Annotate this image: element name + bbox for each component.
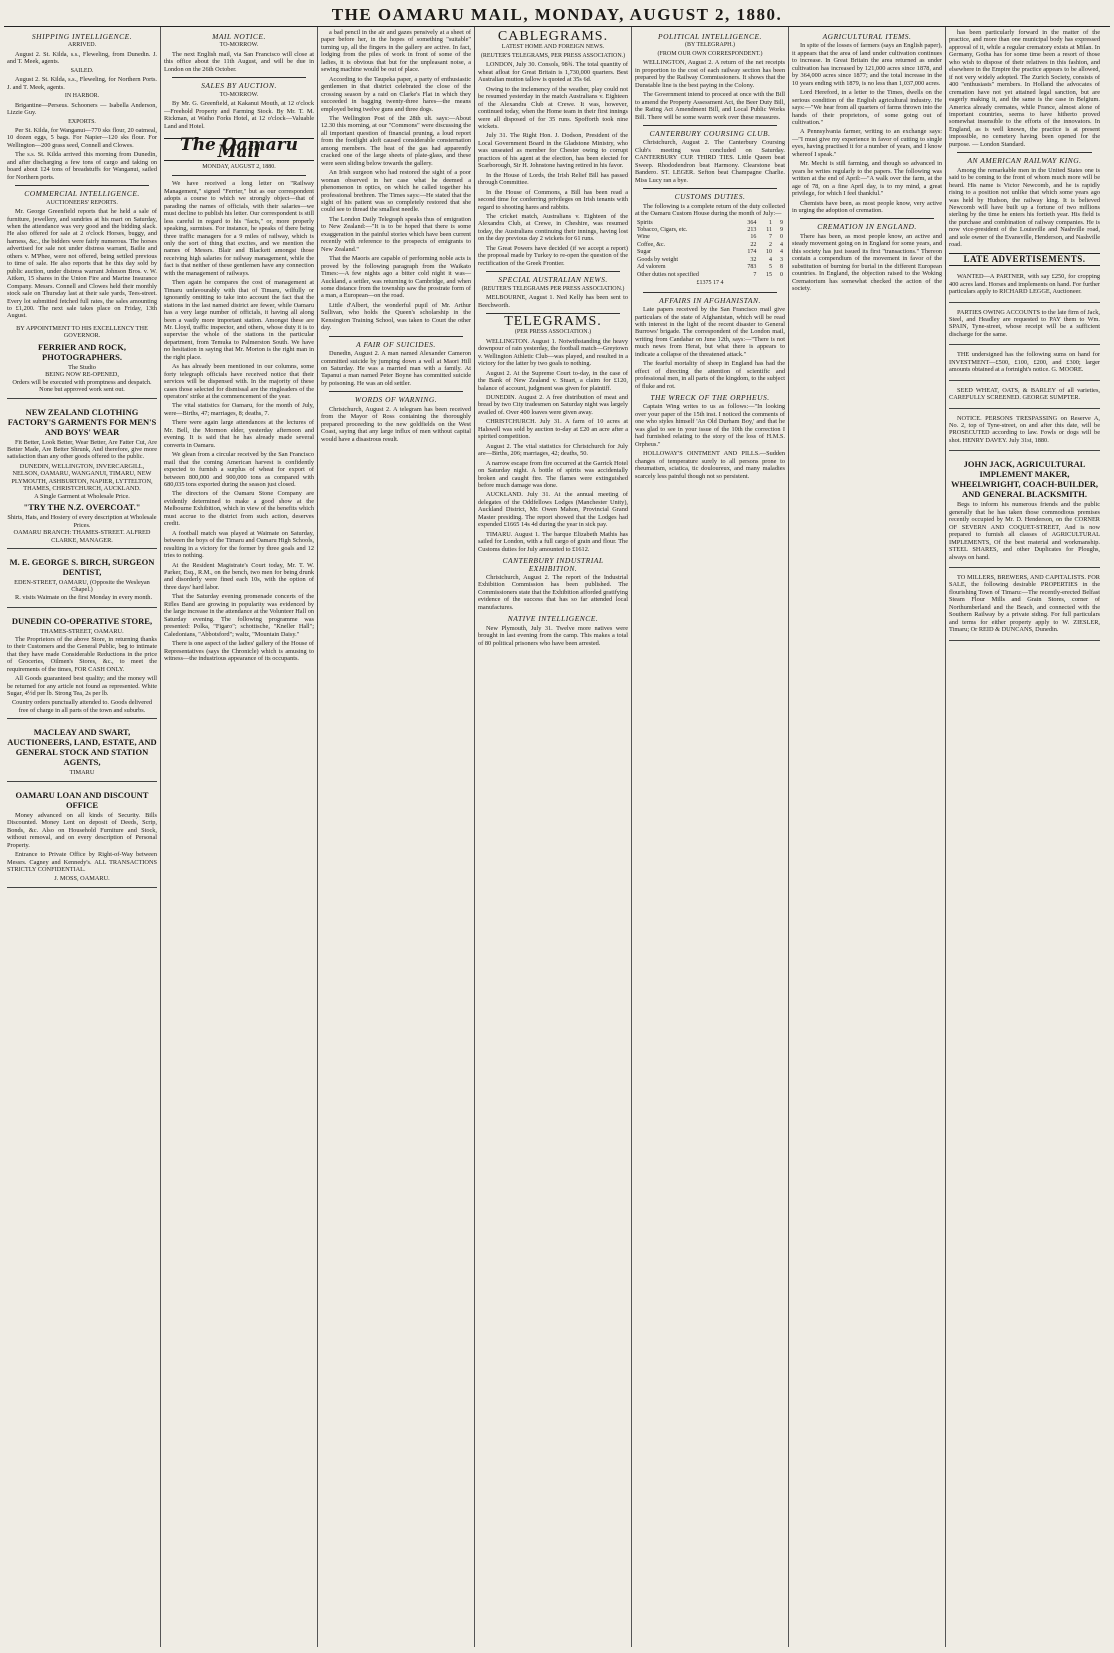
agri-para: Mr. Mechi is still farming, and though so advanced in years he writes regularly to the papers. The following was written at the end of April:—"A walk over the farm, at the age of 78, on a fine April day, is to my mind, a great privilege, for which I feel thankful." bbox=[792, 160, 942, 198]
customs-amount: 0 bbox=[780, 271, 783, 278]
divider bbox=[329, 336, 463, 337]
column-2 bbox=[161, 27, 318, 1647]
agri-title: AGRICULTURAL ITEMS. bbox=[822, 32, 912, 41]
editorial-para: As has already been mentioned in our columns, some forty telegraph officials have received notice that their services will be dispensed with. In the majority of these cases those selected for dismissal are the ringleaders of the operators' strike at the commencement of the year. bbox=[164, 363, 314, 401]
dentist-ad bbox=[7, 552, 157, 608]
customs-amount: 1 bbox=[769, 219, 773, 226]
col3-para: Little d'Albert, the wonderful pupil of Mr. Arthur Sullivan, who holds the Queen's scholarship in the Kensington Training School, was taken to Court the other day. bbox=[321, 301, 471, 332]
telegram-item: CHRISTCHURCH. July 31. A farm of 10 acres at Halswell was sold by auction to-day at £20 an acre after a spirited competition. bbox=[478, 418, 628, 441]
cable-item: In the House of Lords, the Irish Relief Bill has passed through Committee. bbox=[478, 171, 628, 187]
coursing-title: CANTERBURY COURSING CLUB. bbox=[649, 128, 771, 138]
loan-footer: Entrance to Private Office by Right-of-Way between Messrs. Cagney and Kennedy's. ALL TRANSACTIONS STRICTLY CONFIDENTIAL. bbox=[7, 851, 157, 873]
exports-text: Per St. Kilda, for Wanganui—770 sks flour, 20 oatmeal, 10 dozen eggs, 5 bags. For Napier—120 sks flour. For Wellington—200 grass seed, Connell and Clowes. bbox=[7, 126, 157, 149]
customs-row bbox=[635, 257, 785, 264]
editorial-para: There is one aspect of the ladies' gallery of the House of Representatives (says the Chronicle) which is amusing to witness—the industrious appearance of its occupants. bbox=[164, 640, 314, 662]
customs-item: Ad valorem bbox=[637, 264, 666, 271]
clothing-branches: DUNEDIN, WELLINGTON, INVERCARGILL, NELSON, OAMARU, WANGANUI, TIMARU, NEW PLYMOUTH, ASHBURTON, NAPIER, LYTTELTON, THAMES, CHRISTCHURCH, AUCKLAND. bbox=[11, 462, 153, 493]
ferrier-ad bbox=[7, 322, 157, 399]
customs-item: Coffee, &c. bbox=[637, 241, 666, 248]
paper-date: MONDAY, AUGUST 2, 1880. bbox=[202, 163, 276, 170]
coop-name: DUNEDIN CO-OPERATIVE STORE, bbox=[11, 616, 153, 627]
clothing-branch: OAMARU BRANCH: THAMES-STREET. ALFRED CLARKE, MANAGER. bbox=[13, 529, 151, 544]
customs-amount: 8 bbox=[780, 264, 783, 271]
ferrier-line: The Studio bbox=[68, 363, 96, 371]
political-sub: (BY TELEGRAPH.) bbox=[685, 42, 735, 49]
loan-manager: J. MOSS, OAMARU. bbox=[54, 875, 110, 883]
coop-body2: All Goods guaranteed best quality; and the money will be returned for any article not found as represented. White Sugar, 4½d per lb. Strong Tea, 2s per lb. bbox=[7, 675, 157, 697]
agri-para: In spite of the losses of farmers (says an English paper), it appears that the area of land under cultivation continues to increase. In Great Britain the area returned as under cultivation has increased by 121,000 acres since 1878, and by 364,000 acres since 1877; and the total increase in the 10 years ending with 1879, is no less than 1,037,000 acres. bbox=[792, 42, 942, 87]
customs-amount: 213 bbox=[747, 226, 757, 233]
customs-amount: 7 bbox=[769, 234, 773, 241]
cable-item: LONDON, July 30. Consols, 98¾. The total quantity of wheat afloat for Great Britain is 1,730,000 quarters. Best Australian mutton tallow is quoted at 35s 6d. bbox=[478, 61, 628, 84]
divider bbox=[957, 152, 1092, 153]
customs-item: Other duties not specified bbox=[637, 271, 699, 278]
shipping-note: The s.s. St. Kilda arrived this morning from Dunedin, and after discharging a few tons of cargo and taking on board about 124 tons of breadstuffs for Wanganui, sailed for Northern ports. bbox=[7, 151, 157, 181]
late-ad bbox=[949, 454, 1100, 568]
col3-para: Christchurch, August 2. A telegram has been received from the Mayor of Ross containing the thoroughly prepared proceeding to the new goldfields on the West Coast, saying that any large influx of men without capital would have a disastrous result. bbox=[321, 405, 471, 443]
cable-item: July 31. The Right Hon. J. Dodson, President of the Local Government Board in the Gladstone Ministry, who was unseated as member for Chester owing to corrupt practices of his agent at the election, has been elected for Scarborough, Sir H. Johnstone having retired in his favor. bbox=[478, 132, 628, 170]
cremation-body: There has been, as most people know, an active and steady movement going on in England for some years, and this society has just issued its first "transactions." Thereon contain a compendium of the movement in favor of the substitution of burning for burial in the different European countries. In England, the objection raised to the Woking Crematorium has somewhat checked the action of the society. bbox=[792, 232, 942, 293]
dentist-addr: EDEN-STREET, OAMARU, (Opposite the Wesleyan Chapel.) bbox=[14, 579, 150, 594]
customs-item: Goods by weight bbox=[637, 256, 678, 263]
customs-amount: 11 bbox=[766, 226, 773, 233]
late-ad-text: NOTICE. PERSONS TRESPASSING on Reserve A, No. 2, top of Tyne-street, on and after this date, will be PROSECUTED according to law. Fowls or dogs will be shot. HENRY DAVEY. July 31st, 1880. bbox=[949, 414, 1100, 444]
clothing-name: NEW ZEALAND CLOTHING FACTORY'S GARMENTS FOR MEN'S AND BOYS' WEAR bbox=[7, 406, 157, 437]
customs-amount: 783 bbox=[747, 264, 757, 271]
customs-amount: 15 bbox=[766, 271, 773, 278]
column-6 bbox=[789, 27, 946, 1647]
telegram-item: TIMARU. August 1. The barque Elizabeth Mathis has sailed for London, with a full cargo of grain and flour. The Customs duties for July amounted to £1612. bbox=[478, 530, 628, 553]
arrived-heading: ARRIVED. bbox=[67, 42, 97, 49]
political-corr: (FROM OUR OWN CORRESPONDENT.) bbox=[657, 50, 763, 57]
editorial-para: We glean from a circular received by the San Francisco mail that the coming American harvest is confidently expected to furnish a surplus of wheat for export of between 800,000 and 900,000 tons as compared with 680,035 tons exported during the season just closed. bbox=[164, 451, 314, 489]
late-ads-title: LATE ADVERTISEMENTS. bbox=[949, 253, 1100, 266]
customs-amount: 32 bbox=[750, 256, 757, 263]
telegram-item: WELLINGTON. August 1. Notwithstanding the heavy downpour of rain yesterday, the football match—Greytown v. Wellington Athletic Club—was played, and resulted in a victory for the latter by two goals to nothing. bbox=[478, 337, 628, 368]
divider bbox=[172, 175, 306, 176]
telegrams-sub: (PER PRESS ASSOCIATION.) bbox=[514, 329, 592, 336]
customs-amount: 10 bbox=[766, 249, 773, 256]
editorial-para: At the Resident Magistrate's Court today, Mr. T. W. Parker, Esq., R.M., on the bench, two men for being drunk and disorderly were fined each 10s, with the option of three days' hard labor. bbox=[164, 561, 314, 591]
exhibition-title: CANTERBURY INDUSTRIAL EXHIBITION. bbox=[502, 556, 604, 573]
clothing-slogan: "TRY THE N.Z. OVERCOAT." bbox=[23, 502, 141, 513]
loan-body: Money advanced on all kinds of Security. Bills Discounted. Money Lent on deposit of Deeds, Scrip, Bonds, &c. Also on Household Furniture and Stock, without removal, and on every description of Personal Property. bbox=[7, 811, 157, 849]
sales-body: By Mr. G. Greenfield, at Kakanui Mouth, at 12 o'clock—Freehold Property and Farming Stock. By Mr. T. M. Rickman, at Waiho Forks Hotel, at 12 o'clock—Valuable Land and Hotel. bbox=[164, 100, 314, 130]
afghan-para: The fearful mortality of sheep in England has had the effect of directing the attention of scientific and professional men, in all parts of the kingdom, to the subject of fluke and rot. bbox=[635, 360, 785, 390]
afghan-title: AFFAIRS IN AFGHANISTAN. bbox=[659, 295, 761, 305]
late-ad-text: WANTED—A PARTNER, with say £250, for cropping 400 acres land. Horses and implements on hand. For further particulars apply to RICHARD LEGGE, Auctioneer. bbox=[949, 273, 1100, 296]
commercial-sub: AUCTIONEERS' REPORTS. bbox=[46, 199, 118, 206]
cable-item: In the House of Commons, a Bill has been read a second time for conferring privileges on Irish tenants with regard to shooting hares and rabbits. bbox=[478, 188, 628, 211]
col3-para: Dunedin, August 2. A man named Alexander Cameron committed suicide by jumping down a well at Maori Hill on Saturday. He was a married man with a family. At Tapanui a man named Peter Boyne has committed suicide by poisoning. He was an old settler. bbox=[321, 350, 471, 387]
customs-amount: 9 bbox=[780, 219, 783, 226]
customs-row bbox=[635, 220, 785, 227]
late-ad-text: THE undersigned has the following sums on hand for INVESTMENT—£500, £100, £200, and £300; larger amounts obtained at a fortnight's notice. G. MOORE. bbox=[949, 351, 1100, 374]
orpheus-title: THE WRECK OF THE ORPHEUS. bbox=[650, 393, 770, 403]
col3-para: a bad pencil in the air and gazes pensively at a sheet of paper before her, in the hopes of something "suitable" turning up, all the fingers in the gallery are active. In fact, lodging from the piles of work in front of some of the ladies, it is obvious that but for the unpleasant noise, a sewing machine would be out of place. bbox=[321, 29, 471, 74]
special-reuter: (REUTER'S TELEGRAMS PER PRESS ASSOCIATION.) bbox=[481, 285, 625, 292]
agri-para: Lord Hereford, in a letter to the Times, dwells on the serious condition of the English agricultural industry. He says:—"We hear from all quarters of farms thrown into the hands of their proprietors, of some going out of cultivation." bbox=[792, 89, 942, 126]
column-3 bbox=[318, 27, 475, 1647]
telegrams-title: TELEGRAMS. bbox=[504, 313, 602, 329]
late-ad-text: SEED WHEAT, OATS, & BARLEY of all varieties, CAREFULLY SCREENED. GEORGE SUMPTER. bbox=[949, 386, 1100, 402]
clothing-sub: Shirts, Hats, and Hosiery of every description at Wholesale Prices. bbox=[7, 514, 157, 529]
divider bbox=[643, 125, 777, 126]
customs-amount: 9 bbox=[780, 226, 783, 233]
telegram-item: New Plymouth, July 31. Twelve more natives were brought in last evening from the camp. This makes a total of 80 political prisoners who have been arrested. bbox=[478, 624, 628, 647]
cablegrams-title: CABLEGRAMS. bbox=[497, 29, 609, 44]
clothing-ad bbox=[7, 402, 157, 549]
customs-amount: 22 bbox=[750, 241, 757, 248]
customs-total: £1375 17 4 bbox=[696, 280, 724, 287]
telegram-item: August 2. The vital statistics for Christchurch for July are—Births, 206; marriages, 42; deaths, 50. bbox=[478, 442, 628, 458]
divider bbox=[800, 218, 934, 219]
editorial-para: That the Saturday evening promenade concerts of the Rifles Band are growing in popularity was evidenced by the large increase in the attendance at the Volunteer Hall on Saturday evening. The following programme was presented: Polka, "Figaro"; schottische, "Kneller Hall"; Caledonians, "Abbotsford"; waltz, "Mountain Daisy." bbox=[164, 593, 314, 638]
telegram-item: DUNEDIN. August 2. A free distribution of meat and bread by two City tradesmen on Saturday night was largely availed of. Over 400 loaves were given away. bbox=[478, 394, 628, 416]
column-7 bbox=[946, 27, 1103, 1647]
warning-title: WORDS OF WARNING. bbox=[354, 395, 438, 405]
divider bbox=[15, 185, 149, 186]
masthead: THE OAMARU MAIL, MONDAY, AUGUST 2, 1880. bbox=[4, 4, 1110, 27]
political-title: POLITICAL INTELLIGENCE. bbox=[658, 32, 762, 41]
late-ad-text: TO MILLERS, BREWERS, AND CAPITALISTS. FOR SALE, the following desirable PROPERTIES in the flourishing Town of Timaru:—The recently-erected Belfast Steam Flour Mills and Grain Stores, corner of Northumberland and the Beach, and connected with the Southern Railway by a private siding. For full particulars and terms for either property apply to W. ZIESLER, Timaru; Or REID & DUNCANS, Dunedin. bbox=[949, 574, 1100, 634]
late-ad bbox=[949, 270, 1100, 302]
col3-para: The London Daily Telegraph speaks thus of emigration to New Zealand:—"It is to be hoped that there is some exaggeration in the painful stories which have been current recently with reference to the prospects of emigrants to New Zealand." bbox=[321, 215, 471, 253]
coop-footer: Country orders punctually attended to. Goods delivered free of charge in all parts of the town and suburbs. bbox=[11, 699, 153, 714]
railway-title: AN AMERICAN RAILWAY KING. bbox=[967, 156, 1082, 166]
column-1 bbox=[4, 27, 161, 1647]
macleay-name: MACLEAY AND SWART, AUCTIONEERS, LAND, ESTATE, AND GENERAL STOCK AND STATION AGENTS, bbox=[7, 727, 157, 768]
sailed-text: August 2. St. Kilda, s.s., Fleweling, for Northern Ports. J. and T. Meek, agents. bbox=[7, 76, 157, 91]
customs-item: Wine bbox=[637, 234, 650, 241]
commercial-body: Mr. George Greenfield reports that he held a sale of furniture, jewellery, and sundries at his mart on Saturday, when the attendance was very good and the bidding slack. He also offered for sale at 2 o'clock Horses, buggy, and harness, &c., the bidders were fairly numerous. The horses advertised for sale not under distress warrant, Bailie and others v. M'Phee, were not offered, being settled previous to time of sale. He also reports that he this day sold by public auction, under distress warrant Johnson Bros. v. W. Aitken, 15 shares in the Union Fire and Marine Insurance Company. Messrs. Connell and Clowes held their monthly stock sale on Thursday last at their sale yards, Tees-street. Every lot submitted fetched full rates, the sales amounting to £1,200. The next sale takes place on Friday, 13th August. bbox=[7, 208, 157, 320]
cremation-continued: has been particularly forward in the matter of the practice, and more than one municipal body has expressed approval of it, while a regular crematory exists at Milan. In Germany, Gotha has for some time been a resort of those who wish to dispose of their relatives in this fashion, and elsewhere in the Empire the practice appears to be allowed, if not very widely adopted. The Zurich Society, consists of 400 "enthusiasts" members. In Holland the advocates of cremation have not yet attained legal sanction, but are eagerly making it, and the same is the case in Belgium. America already cremates, while France, almost alone of important countries, seems to have hitherto proved somewhat insensible to the efforts of the innovators. In England, as is well known, the practice is at present impossible, no cemetery having been opened for the purpose. — London Standard. bbox=[949, 29, 1100, 148]
cable-item: The Great Powers have decided (if we accept a report) the proposal made by Turkey to re-open the question of the rectification of the Greek Frontier. bbox=[478, 244, 628, 267]
loan-name: OAMARU LOAN AND DISCOUNT OFFICE bbox=[15, 789, 149, 810]
divider bbox=[172, 77, 306, 78]
coop-ad bbox=[7, 611, 157, 719]
harbor-heading: IN HARBOR. bbox=[64, 93, 100, 100]
customs-amount: 0 bbox=[780, 234, 783, 241]
mail-notice-date: TO-MORROW. bbox=[219, 42, 259, 49]
late-ad bbox=[949, 306, 1100, 346]
late-ad bbox=[949, 412, 1100, 452]
telegram-item: AUCKLAND. July 31. At the annual meeting of delegates of the Oddfellows Lodges (Manchester Unity), Auckland District, Mr. Owen Mahon, Provincial Grand Master presiding. The report showed that the Lodges had expended £1665 14s 4d during the year in sick pay. bbox=[478, 491, 628, 529]
political-item: The Government intend to proceed at once with the Bill to amend the Property Assessment Act, the Beer Duty Bill, the Rating Act Amendment Bill, and Local Public Works Bill. There will be some warm work over these measures. bbox=[635, 91, 785, 121]
afghan-para: HOLLOWAY'S OINTMENT AND PILLS.—Sudden changes of temperature surely to all persons prone to rheumatism, sciatica, tic douloureux, and many maladies scarcely less painful though not so persistent. bbox=[635, 450, 785, 480]
cablegrams-sub: LATEST HOME AND FOREIGN NEWS. bbox=[501, 44, 605, 51]
cremation-title: CREMATION IN ENGLAND. bbox=[817, 222, 917, 232]
customs-row bbox=[635, 264, 785, 271]
customs-row bbox=[635, 249, 785, 256]
col3-para: According to the Taupeka paper, a party of enthusiastic gentlemen in that district celebrated the close of the crossing season by a raid on Clarke's Flat in which they succeeded in bagging twenty-three hares—the means employed being twelve guns and three dogs. bbox=[321, 75, 471, 113]
john-jack-name: JOHN JACK, AGRICULTURAL IMPLEMENT MAKER, WHEELWRIGHT, COACH-BUILDER, AND GENERAL BLACKSMITH. bbox=[950, 459, 1099, 500]
customs-amount: 4 bbox=[780, 249, 783, 256]
customs-amount: 4 bbox=[780, 241, 783, 248]
customs-row bbox=[635, 272, 785, 279]
customs-amount: 364 bbox=[747, 219, 757, 226]
editorial-para: There were again large attendances at the lectures of Mr. Bell, the Mormon elder, yesterday afternoon and evening. It is said that he has already made several converts in Oamaru. bbox=[164, 419, 314, 449]
cablegrams-reuter: (REUTER'S TELEGRAMS, PER PRESS ASSOCIATION.) bbox=[480, 52, 626, 59]
telegram-item: August 2. At the Supreme Court to-day, in the case of the Bank of New Zealand v. Stuart, a claim for £120, balance of account, judgment was given for plaintiff. bbox=[478, 369, 628, 392]
divider bbox=[643, 292, 777, 293]
afghan-para: Late papers received by the San Francisco mail give particulars of the state of Afghanistan, which will be read with interest in the light of the recent disaster to General Burrows' brigade. The correspondent of the London mail, writing from Candahar on June 12th, says:—"There is not much news from Herat, but what there is appears to indicate a collapse of the threatened attack." bbox=[635, 306, 785, 358]
customs-item: Tobacco, Cigars, etc. bbox=[637, 226, 688, 233]
late-ad-text: PARTIES OWING ACCOUNTS to the late firm of Jack, Steel, and Headley are requested to PAY them to Wm. SPAIN, Tyne-street, whose receipt will be a sufficient discharge for the same. bbox=[949, 308, 1100, 338]
customs-amount: 7 bbox=[753, 271, 757, 278]
mail-notice-body: The next English mail, via San Francisco will close at this office about the 11th August, and will be due in London on the 26th October. bbox=[164, 50, 314, 73]
telegram-item: A narrow escape from fire occurred at the Garrick Hotel on Saturday night. A bottle of spirits was accidentally broken and caught fire. The flames were extinguished before much damage was done. bbox=[478, 459, 628, 490]
agri-para: Chemists have been, as most people know, very active in urging the adoption of cremation. bbox=[792, 199, 942, 214]
agri-para: A Pennsylvania farmer, writing to an exchange says:—"I must give my experience in favor of cutting to single eyes, having practised it for a number of years, and I know whereof I speak." bbox=[792, 128, 942, 158]
customs-row bbox=[635, 234, 785, 241]
cable-item: The cricket match, Australians v. Eighteen of the Alexandra Club, at Crewe, in Cheshire, was resumed today, the Australians continuing their innings, having lost on the day previous day 2 wickets for 61 runs. bbox=[478, 212, 628, 243]
railway-body: Among the remarkable men in the United States one is said to be coming to the front of whom much more will be heard. His name is Victor Newcomb, and he is rapidly rising to a position not unlike that which some years ago was held by Hudson, the railway king. It is believed Newcomb will have built up a fortune of two millions sterling by the time he enters his fortieth year. His field is the purchase and combination of railway companies. He is now vice-president of the Louisville and Nashville road, and sole owner of the Evansville, Henderson, and Nashville road. bbox=[949, 166, 1100, 249]
late-ad-text: Begs to inform his numerous friends and the public generally that he has taken those commodious premises recently occupied by Mr. D. Henderson, on the CORNER OF SEVERN AND COQUET-STREET, And is now prepared to furnish all classes of AGRICULTURAL IMPLEMENTS, Of the best material and workmanship. STEEL SHARES, and other Duplicates for Ploughs, always on hand. bbox=[949, 501, 1100, 561]
late-ad bbox=[949, 571, 1100, 641]
afghan-para: Captain Wing writes to us as follows:—"In looking over your paper of the 15th inst. I noticed the comments of one who styles himself 'An Old Durham Boy,' and that he was glad to see in your issue of the 10th the correction I had furnished relating to the story of the loss of H.M.S. Orpheus." bbox=[635, 403, 785, 448]
customs-item: Spirits bbox=[637, 219, 653, 226]
special-title: SPECIAL AUSTRALIAN NEWS. bbox=[498, 275, 608, 285]
ferrier-line: Orders will be executed with promptness and despatch. bbox=[12, 378, 152, 386]
late-ad bbox=[949, 384, 1100, 409]
customs-table bbox=[635, 220, 785, 280]
customs-title: CUSTOMS DUTIES. bbox=[674, 192, 746, 202]
editorial-para: The directors of the Oamaru Stone Company are evidently determined to make a good show at the Melbourne Exhibition, which in view of the benefits which must accrue to the district from such action, deserves credit. bbox=[164, 490, 314, 528]
customs-amount: 174 bbox=[747, 249, 757, 256]
ferrier-line: BEING NOW RE-OPENED, bbox=[45, 371, 119, 379]
mail-notice-title: MAIL NOTICE. bbox=[212, 32, 266, 41]
arrived-text: August 2. St. Kilda, s.s., Fleweling, from Dunedin. J. and T. Meek, agents. bbox=[7, 50, 157, 66]
editorial-para: The vital statistics for Oamaru, for the month of July, were—Births, 47; marriages, 8; deaths, 7. bbox=[164, 402, 314, 417]
customs-item: Sugar bbox=[637, 249, 651, 256]
telegram-item: Christchurch, August 2. The report of the Industrial Exhibition Commission has been published. The Commissioners state that the Exhibition afforded gratifying evidence of the success that has so far attended local manufactures. bbox=[478, 574, 628, 611]
customs-amount: 5 bbox=[769, 264, 773, 271]
coop-body: The Proprietors of the above Store, in returning thanks to their Customers and the General Public, beg to intimate that they have made Considerable Reductions in the price of Groceries, Oilmen's Stores, &c., to meet the requirements of the times, FOR CASH ONLY. bbox=[7, 635, 157, 673]
column-4 bbox=[475, 27, 632, 1647]
clothing-sale: A Single Garment at Wholesale Price. bbox=[34, 492, 130, 500]
coursing-body: Christchurch, August 2. The Canterbury Coursing Club's meeting was concluded on Saturday. CANTERBURY CUP. THIRD TIES. Little Queen beat Sweep. Rhododendron beat Harmony. Clearstone beat Bandero. ST. LEGER. Sefton beat Champagne Charlie. Miss Lucy ran a bye. bbox=[635, 139, 785, 184]
col3-para: An Irish surgeon who had restored the sight of a poor woman observed in her case what he deemed a phenomenon in optics, on which he called together his professional brethren. The Times says:—He stated that the sight of his patient was so completely restored that she could see to thread the smallest needle. bbox=[321, 169, 471, 214]
editorial-para: A football match was played at Waimate on Saturday, between the boys of the Timaru and Oamaru High Schools, resulting in a victory for the former by three goals and 12 tries to nothing. bbox=[164, 529, 314, 560]
royal-appointment: BY APPOINTMENT TO HIS EXCELLENCY THE GOVERNOR. bbox=[16, 324, 148, 340]
customs-amount: 3 bbox=[780, 256, 783, 263]
editorial-para: We have received a long letter on "Railway Management," signed "Ferrier," but as our correspondent adopts a course to which we strongly object—that of parading the names of officials, with their salaries—we must decline to publish his letter. Our correspondent is still less careful in regard to his "facts," or, more properly speaking, surmises. For instance, he speaks of there being three traffic managers for a 9 miles of railway, which is only the sort of thing that excites, and we mention the names of Messrs. Blair and Blackett amongst those receiving high salaries for railway management, while the fact is that neither of these gentlemen have any connection with the management of railways. bbox=[164, 180, 314, 277]
editorial-para: Then again he compares the cost of management at Timaru unfavourably with that of Timaru, wilfully or ignorantly omitting to take into account the fact that the stations in the last named district are fewer, while Oamaru has a very large number of officials, it having all along been a vastly more important station. Amongst these are Mr. Lloyd, traffic inspector, and others, whose duty it is to supervise the whole of the stations in the particular department, from Temuka to Palmerston South. We have no hesitation in saying that Mr. Morton is the right man in the right place. bbox=[164, 279, 314, 361]
dentist-visit: R. visits Waimate on the first Monday in every month. bbox=[15, 593, 153, 601]
columns bbox=[4, 27, 1110, 1647]
ferrier-name: FERRIER AND ROCK, PHOTOGRAPHERS. bbox=[37, 341, 127, 362]
late-ad bbox=[949, 348, 1100, 380]
sales-date: TO-MORROW. bbox=[219, 91, 259, 98]
divider bbox=[486, 271, 620, 272]
divider bbox=[329, 391, 463, 392]
coop-addr: THAMES-STREET, OAMARU. bbox=[40, 628, 124, 636]
col3-para: That the Maoris are capable of performing noble acts is proved by the following paragraph from the Waikato Times:—A few nights ago a bitter cold night it was—Auckland, a settler, was returning to Cambridge, and when some distance from the township saw the prostrate form of a man, a European—on the road. bbox=[321, 255, 471, 300]
customs-row bbox=[635, 242, 785, 249]
divider bbox=[643, 188, 777, 189]
paper-title: The Oamaru Mail bbox=[164, 138, 314, 161]
column-5 bbox=[632, 27, 789, 1647]
macleay-ad bbox=[7, 722, 157, 781]
native-title: NATIVE INTELLIGENCE. bbox=[507, 614, 599, 624]
customs-text: The following is a complete return of the duty collected at the Oamaru Custom House during the month of July:— bbox=[635, 202, 785, 218]
special-body: MELBOURNE, August 1. Ned Kelly has been sent to Beechworth. bbox=[478, 294, 628, 309]
cable-item: Owing to the inclemency of the weather, play could not be resumed yesterday in the match Australians v. Eighteen of the Alexandra Club at Crewe. It was, however, continued today, when the Home team in their first innings were all disposed of for 35 runs. Spofforth took nine wickets. bbox=[478, 85, 628, 130]
sailed-heading: SAILED. bbox=[70, 67, 94, 74]
col3-para: The Wellington Post of the 28th ult. says:—About 12.30 this morning, at our "Commons" were discussing the all important question of financial pruning, a loud report from the footlight aloft caused considerable consternation among members. The heat of the gas had apparently cracked one of the large sheets of plate-glass, and these were seen sliding below towards the gallery. bbox=[321, 114, 471, 167]
loan-ad bbox=[7, 785, 157, 888]
customs-amount: 4 bbox=[769, 256, 773, 263]
harbor-text: Brigantine—Perseus. Schooners — Isabella Anderson, Lizzie Guy. bbox=[7, 101, 157, 117]
sales-title: SALES BY AUCTION. bbox=[201, 81, 277, 91]
customs-row bbox=[635, 227, 785, 234]
clothing-body: Fit Better, Look Better, Wear Better, Are Fatter Cut, Are Better Made, Are Better Shrunk, And therefore, give more satisfaction than any other goods offered to the public. bbox=[7, 438, 157, 461]
dentist-name: M. E. GEORGE S. BIRCH, SURGEON DENTIST, bbox=[9, 557, 155, 578]
political-item: WELLINGTON, August 2. A return of the net receipts in proportion to the cost of each railway section has been prepared by the Railway Commissioners. It shows that the Dunstable line is the best paying in the Colony. bbox=[635, 59, 785, 89]
macleay-place: TIMARU bbox=[69, 769, 95, 777]
exports-heading: EXPORTS. bbox=[68, 118, 96, 125]
customs-amount: 16 bbox=[750, 234, 757, 241]
suicides-title: A FAIR OF SUICIDES. bbox=[356, 339, 436, 349]
customs-amount: 2 bbox=[769, 241, 773, 248]
ferrier-line: None but approved work sent out. bbox=[39, 386, 125, 394]
commercial-title: COMMERCIAL INTELLIGENCE. bbox=[24, 189, 140, 199]
shipping-title: SHIPPING INTELLIGENCE. bbox=[31, 32, 133, 41]
